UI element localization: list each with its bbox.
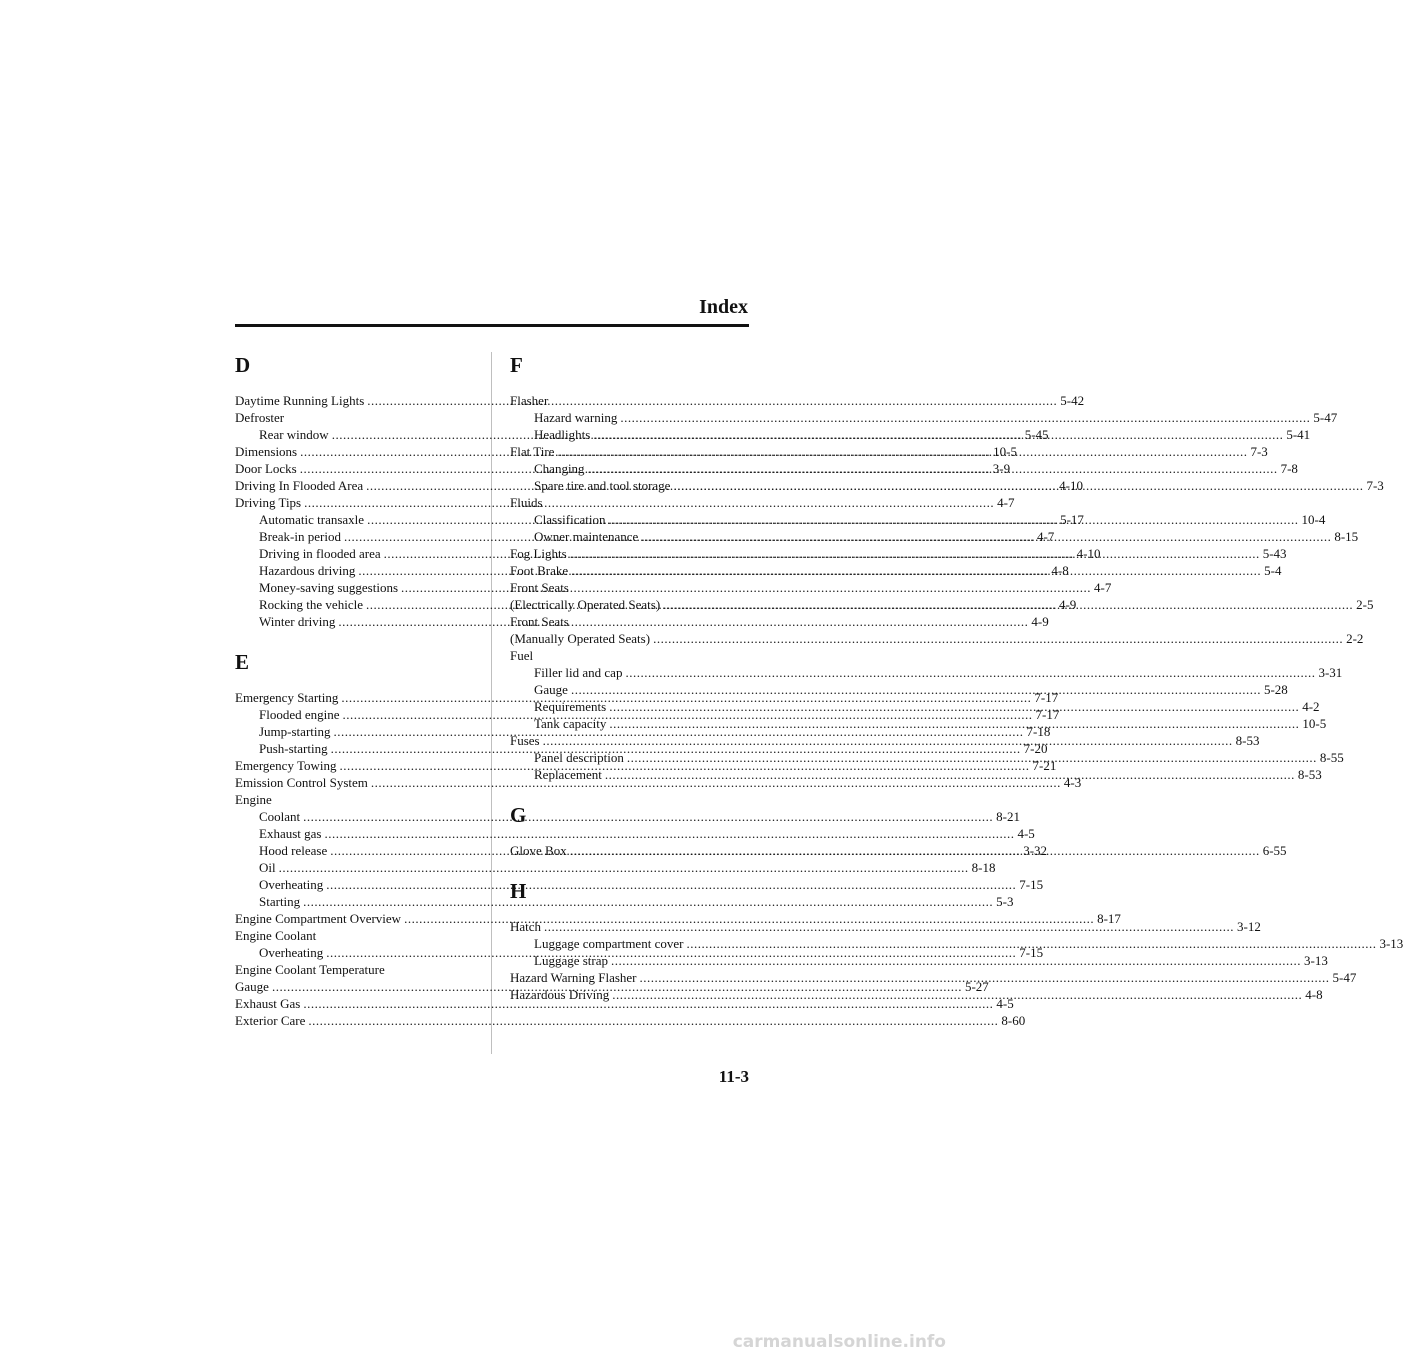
entry-page-ref: 5-41 xyxy=(1286,427,1311,442)
entry-label: Driving Tips xyxy=(235,495,302,510)
entry-page-ref: 4-7 xyxy=(997,495,1015,510)
entry-page-ref: 7-18 xyxy=(1026,724,1051,739)
entry-page-ref: 3-9 xyxy=(992,461,1011,476)
entry-label: Emergency Starting xyxy=(235,690,339,705)
entry-page-ref: 4-10 xyxy=(1076,546,1101,561)
dot-leader xyxy=(602,766,1298,783)
entry-label: Engine Coolant xyxy=(235,928,317,943)
header-rule xyxy=(235,324,749,327)
entry-label: Emission Control System xyxy=(235,775,368,790)
entry-label: (Manually Operated Seats) xyxy=(510,631,651,646)
entry-label: Fuel xyxy=(510,648,534,663)
dot-leader xyxy=(585,460,1281,477)
entry-page-ref: 4-8 xyxy=(1305,987,1323,1002)
entry-page-ref: 8-15 xyxy=(1334,529,1359,544)
entry-page-ref: 4-9 xyxy=(1031,614,1049,629)
entry-label: Engine Compartment Overview xyxy=(235,911,402,926)
entry-label: Overheating xyxy=(259,877,324,892)
dot-leader xyxy=(540,732,1236,749)
dot-leader xyxy=(608,952,1304,969)
entry-page-ref: 3-31 xyxy=(1318,665,1343,680)
index-entry xyxy=(510,630,1364,647)
entry-page-ref: 5-28 xyxy=(1263,682,1288,697)
entry-label: Rocking the vehicle xyxy=(259,597,363,612)
entry-label: Driving In Flooded Area xyxy=(235,478,364,493)
dot-leader xyxy=(650,630,1346,647)
entry-label: Fluids xyxy=(510,495,543,510)
entry-page-ref: 4-3 xyxy=(1063,775,1082,790)
entry-page-ref: 3-13 xyxy=(1304,953,1328,968)
entry-label: Exhaust Gas xyxy=(235,996,301,1011)
entry-page-ref: 4-9 xyxy=(1058,597,1077,612)
entry-label: Rear window xyxy=(259,427,329,442)
entry-page-ref: 2-5 xyxy=(1356,597,1374,612)
index-subentry xyxy=(235,876,1044,893)
section-letter-e: E xyxy=(235,650,250,674)
entry-page-ref: 7-8 xyxy=(1280,461,1298,476)
index-entry xyxy=(510,392,749,409)
entry-page-ref: 10-5 xyxy=(993,444,1017,459)
entry-page-ref: 8-55 xyxy=(1319,750,1344,765)
entry-label: Spare tire and tool storage xyxy=(534,478,671,493)
entry-page-ref: 7-15 xyxy=(1019,945,1044,960)
section-letter-f: F xyxy=(510,353,523,377)
index-subentry xyxy=(235,808,1021,825)
entry-label: Changing xyxy=(534,461,585,476)
index-subentry xyxy=(510,664,1343,681)
entry-label: Defroster xyxy=(235,410,285,425)
entry-page-ref: 4-2 xyxy=(1302,699,1320,714)
entry-page-ref: 3-12 xyxy=(1237,919,1261,934)
entry-label: (Electrically Operated Seats) xyxy=(510,597,661,612)
entry-label: Engine Coolant Temperature xyxy=(235,962,385,977)
index-entry xyxy=(235,791,474,808)
index-subentry xyxy=(235,893,1014,910)
index-entry xyxy=(235,1012,1026,1029)
entry-page-ref: 8-60 xyxy=(1001,1013,1026,1028)
entry-page-ref: 5-47 xyxy=(1313,410,1338,425)
entry-label: Hazardous Driving xyxy=(510,987,610,1002)
entry-page-ref: 8-53 xyxy=(1297,767,1322,782)
index-entry xyxy=(235,961,474,978)
entry-label: Exhaust gas xyxy=(259,826,322,841)
dot-leader xyxy=(617,409,1313,426)
entry-label: Fuses xyxy=(510,733,540,748)
entry-page-ref: 10-5 xyxy=(1302,716,1327,731)
dot-leader xyxy=(624,749,1320,766)
entry-page-ref: 7-20 xyxy=(1023,741,1048,756)
entry-label: Engine xyxy=(235,792,272,807)
dot-leader xyxy=(590,426,1286,443)
entry-label: Money-saving suggestions xyxy=(259,580,399,595)
dot-leader xyxy=(568,681,1264,698)
entry-page-ref: 4-7 xyxy=(1094,580,1112,595)
section-letter-d: D xyxy=(235,353,251,377)
entry-label: Push-starting xyxy=(259,741,328,756)
dot-leader xyxy=(606,511,1302,528)
entry-page-ref: 5-43 xyxy=(1262,546,1287,561)
entry-page-ref: 5-3 xyxy=(996,894,1014,909)
entry-label: Front Seats xyxy=(510,580,569,595)
entry-label: Glove Box xyxy=(510,843,567,858)
entry-label: Overheating xyxy=(259,945,324,960)
entry-label: Emergency Towing xyxy=(235,758,337,773)
entry-label: Door Locks xyxy=(235,461,297,476)
index-entry xyxy=(235,927,474,944)
entry-label: Break-in period xyxy=(259,529,341,544)
dot-leader xyxy=(609,986,1305,1003)
entry-page-ref: 7-3 xyxy=(1366,478,1384,493)
entry-page-ref: 3-32 xyxy=(1023,843,1048,858)
entry-label: Front Seats xyxy=(510,614,569,629)
entry-label: Oil xyxy=(259,860,276,875)
dot-leader xyxy=(606,698,1302,715)
dot-leader xyxy=(683,935,1379,952)
entry-label: Jump-starting xyxy=(259,724,331,739)
entry-label: Coolant xyxy=(259,809,301,824)
entry-page-ref: 7-21 xyxy=(1032,758,1057,773)
entry-page-ref: 4-7 xyxy=(1036,529,1055,544)
entry-label: Flasher xyxy=(510,393,549,408)
index-entry xyxy=(510,647,749,664)
entry-page-ref: 5-45 xyxy=(1024,427,1049,442)
page-title: Index xyxy=(699,296,748,318)
entry-label: Owner maintenance xyxy=(534,529,639,544)
entry-label: Replacement xyxy=(534,767,602,782)
entry-page-ref: 8-53 xyxy=(1235,733,1260,748)
entry-page-ref: 5-17 xyxy=(1060,512,1084,527)
entry-label: Exterior Care xyxy=(235,1013,306,1028)
entry-label: Luggage compartment cover xyxy=(534,936,684,951)
entry-page-ref: 4-8 xyxy=(1051,563,1069,578)
entry-page-ref: 7-17 xyxy=(1034,690,1059,705)
dot-leader xyxy=(305,1012,1001,1029)
entry-label: Fog Lights xyxy=(510,546,567,561)
index-subentry xyxy=(235,859,996,876)
entry-label: Dimensions xyxy=(235,444,298,459)
entry-page-ref: 6-55 xyxy=(1262,843,1287,858)
entry-label: Flooded engine xyxy=(259,707,340,722)
dot-leader xyxy=(670,477,1366,494)
entry-label: Tank capacity xyxy=(534,716,607,731)
entry-label: Headlights xyxy=(534,427,591,442)
dot-leader xyxy=(660,596,1356,613)
entry-page-ref: 5-47 xyxy=(1332,970,1357,985)
dot-leader xyxy=(568,562,1264,579)
entry-page-ref: 4-5 xyxy=(1017,826,1035,841)
index-subentry xyxy=(510,409,1338,426)
entry-page-ref: 7-17 xyxy=(1035,707,1060,722)
index-entry xyxy=(235,409,474,426)
entry-page-ref: 5-42 xyxy=(1060,393,1085,408)
index-entry xyxy=(510,969,1357,986)
entry-label: Hatch xyxy=(510,919,542,934)
dot-leader xyxy=(541,918,1237,935)
entry-label: Foot Brake xyxy=(510,563,569,578)
index-entry xyxy=(510,494,749,511)
page-number: 11-3 xyxy=(718,1067,749,1086)
entry-label: Classification xyxy=(534,512,606,527)
entry-page-ref: 10-4 xyxy=(1301,512,1326,527)
dot-leader xyxy=(567,545,1263,562)
section-letter-g: G xyxy=(510,803,527,827)
entry-page-ref: 8-17 xyxy=(1097,911,1121,926)
entry-label: Filler lid and cap xyxy=(534,665,623,680)
watermark: carmanualsonline.info xyxy=(732,1332,946,1352)
dot-leader xyxy=(606,715,1302,732)
entry-page-ref: 5-27 xyxy=(964,979,989,994)
entry-page-ref: 7-15 xyxy=(1019,877,1044,892)
section-letter-h: H xyxy=(510,879,527,903)
entry-page-ref: 4-5 xyxy=(996,996,1014,1011)
entry-page-ref: 2-2 xyxy=(1346,631,1364,646)
dot-leader xyxy=(637,969,1333,986)
dot-leader xyxy=(622,664,1318,681)
index-subentry xyxy=(510,935,1403,952)
entry-label: Hazardous driving xyxy=(259,563,356,578)
index-entry xyxy=(510,579,749,596)
entry-page-ref: 5-4 xyxy=(1264,563,1282,578)
entry-label: Starting xyxy=(259,894,301,909)
entry-label: Daytime Running Lights xyxy=(235,393,365,408)
index-subentry xyxy=(235,825,1035,842)
entry-page-ref: 8-18 xyxy=(971,860,996,875)
entry-label: Gauge xyxy=(534,682,568,697)
index-entry xyxy=(235,995,1014,1012)
entry-page-ref: 7-3 xyxy=(1250,444,1268,459)
dot-leader xyxy=(638,528,1334,545)
entry-page-ref: 4-10 xyxy=(1059,478,1084,493)
dot-leader xyxy=(554,443,1250,460)
entry-label: Requirements xyxy=(534,699,607,714)
entry-label: Luggage strap xyxy=(534,953,609,968)
entry-page-ref: 8-21 xyxy=(996,809,1021,824)
entry-label: Gauge xyxy=(235,979,269,994)
dot-leader xyxy=(567,842,1263,859)
entry-label: Flat Tire xyxy=(510,444,555,459)
entry-page-ref: 3-13 xyxy=(1379,936,1403,951)
entry-label: Hazard warning xyxy=(534,410,618,425)
entry-label: Hazard Warning Flasher xyxy=(510,970,637,985)
entry-label: Driving in flooded area xyxy=(259,546,381,561)
entry-label: Hood release xyxy=(259,843,328,858)
entry-label: Automatic transaxle xyxy=(259,512,365,527)
index-entry xyxy=(510,613,749,630)
entry-label: Winter driving xyxy=(259,614,336,629)
entry-label: Panel description xyxy=(534,750,624,765)
